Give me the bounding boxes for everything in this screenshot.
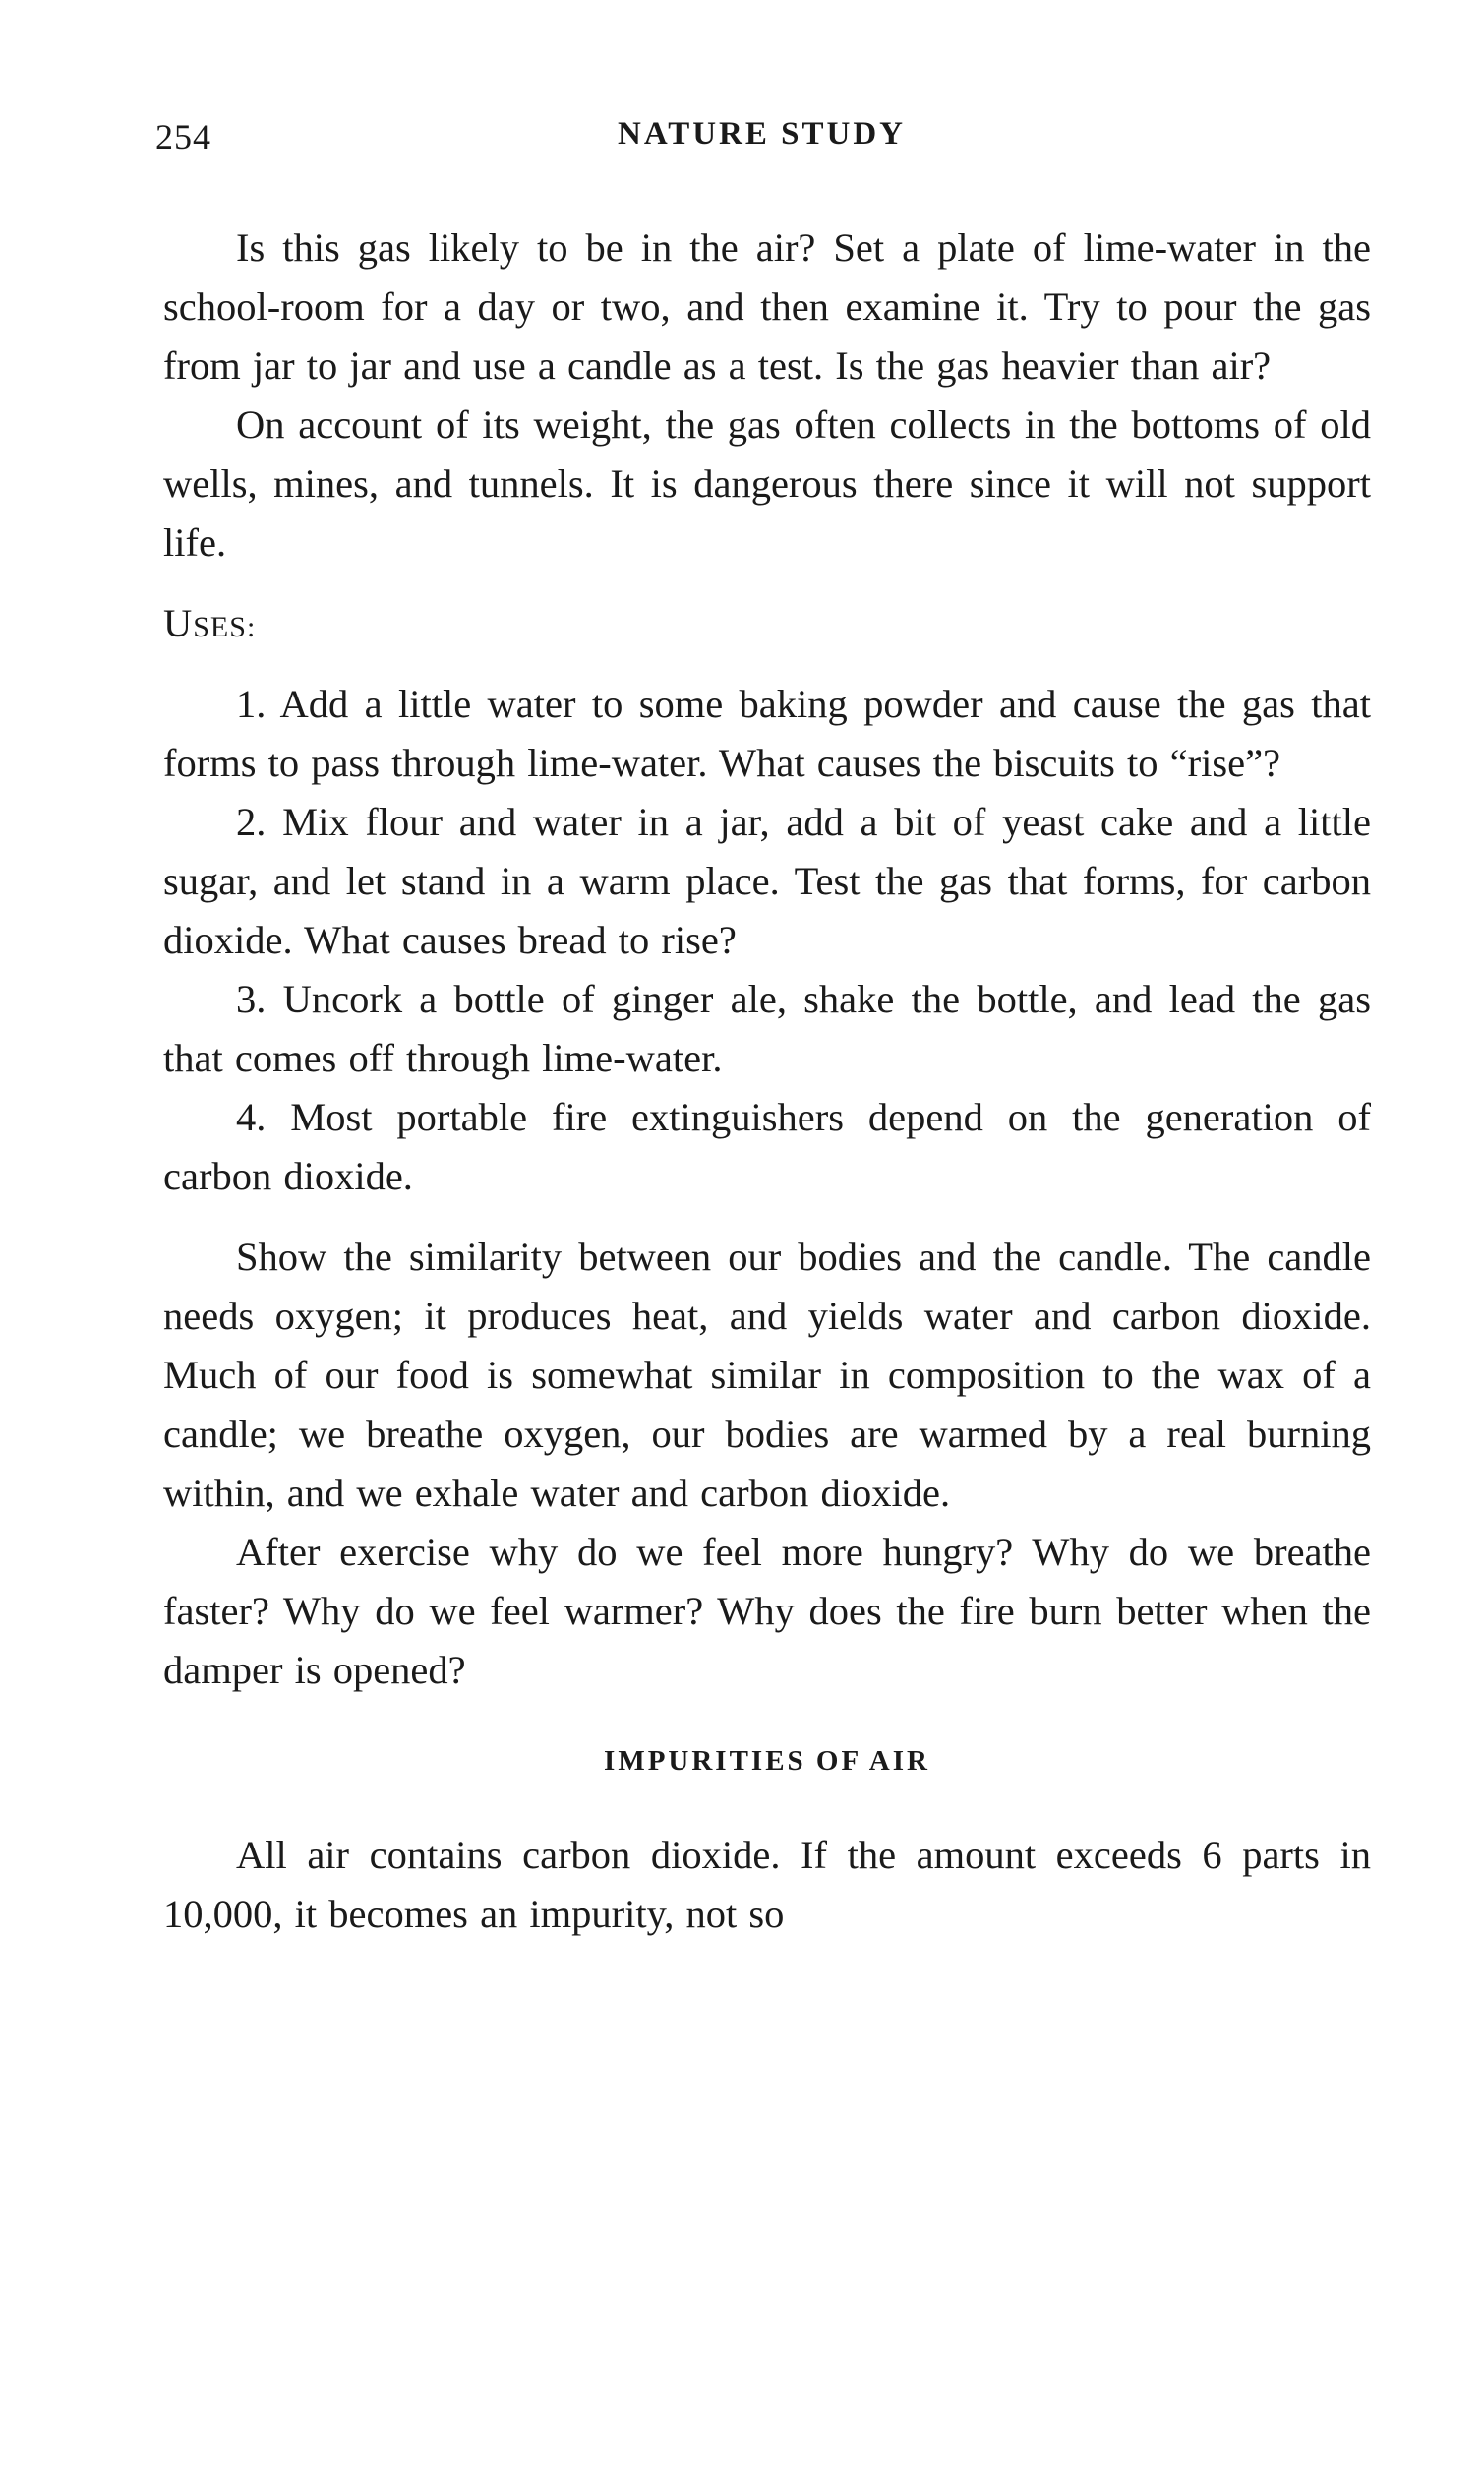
uses-item-2: 2. Mix flour and water in a jar, add a bit of yeast cake and a little sugar, and let stand in a warm place. Test the gas that forms, for carbon dioxide. What causes bread to rise? (163, 800, 1371, 962)
paragraph-gas-in-air: Is this gas likely to be in the air? Set a plate of lime-water in the school-room for a day or two, and then examine it. Try to pour the gas from jar to jar and use a candle as a test. Is the gas heavier than air? (163, 225, 1371, 388)
paragraph-gas-weight: On account of its weight, the gas often collects in the bottoms of old wells, mines, and tunnels. It is dangerous there since it will not support life. (163, 402, 1371, 565)
paragraph-impurities: All air contains carbon dioxide. If the amount exceeds 6 parts in 10,000, it becomes an impurity, not so (163, 1833, 1371, 1936)
page-body (163, 218, 1371, 1944)
uses-heading-initial: U (163, 601, 194, 645)
uses-item-4: 4. Most portable fire extinguishers depend on the generation of carbon dioxide. (163, 1095, 1371, 1198)
section-heading: IMPURITIES OF AIR (604, 1745, 930, 1777)
page-number: 254 (155, 117, 211, 156)
page-header (0, 116, 1484, 165)
uses-item-1: 1. Add a little water to some baking powder and cause the gas that forms to pass through lime-water. What causes the biscuits to “rise”? (163, 682, 1371, 785)
running-head: NATURE STUDY (617, 116, 906, 151)
paragraph-exercise-questions: After exercise why do we feel more hungry? Why do we breathe faster? Why do we feel warmer? Why does the fire burn better when the damper is opened? (163, 1530, 1371, 1692)
uses-item-3: 3. Uncork a bottle of ginger ale, shake the bottle, and lead the gas that comes off through lime-water. (163, 977, 1371, 1080)
paragraph-bodies-and-candle: Show the similarity between our bodies and the candle. The candle needs oxygen; it produces heat, and yields water and carbon dioxide. Much of our food is somewhat similar in composition to the wax of a candle; we breathe oxygen, our bodies are warmed by a real burning within, and we exhale water and carbon dioxide. (163, 1235, 1371, 1515)
uses-heading (163, 594, 1371, 657)
uses-heading-rest: SES: (193, 611, 257, 643)
